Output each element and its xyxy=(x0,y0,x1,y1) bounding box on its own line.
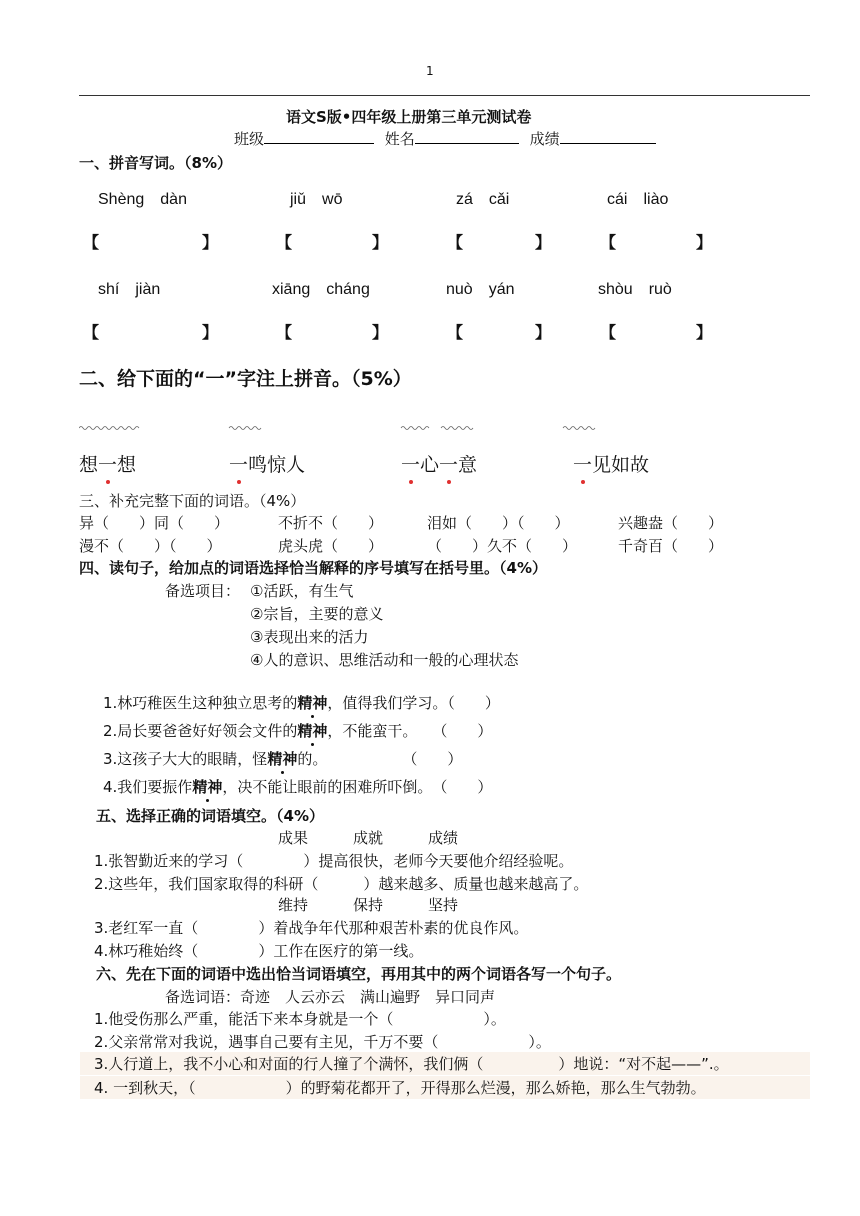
dotted-yi: 一 xyxy=(98,454,118,476)
option-4: ④人的意识、思维活动和一般的心理状态 xyxy=(250,651,519,669)
sec5-sentence-3: 3.老红军一直（ ）着战争年代那种艰苦朴素的优良作风。 xyxy=(94,919,529,937)
answer-bracket-open: 【 xyxy=(83,233,100,252)
yi-word-3: 一心一意 xyxy=(401,454,478,476)
sec6-sentence-3: 3.人行道上，我不小心和对面的行人撞了个满怀，我们俩（ ）地说：“对不起——”.。 xyxy=(80,1052,810,1075)
answer-bracket-open: 【 xyxy=(600,323,617,342)
pinyin-2: jiǔ wō xyxy=(290,191,343,208)
dotted-yi: 一 xyxy=(229,454,249,476)
dotted-yi: 一 xyxy=(401,454,421,476)
answer-bracket-close: 】 xyxy=(696,323,713,342)
option-2: ②宗旨，主要的意义 xyxy=(250,605,384,623)
header-rule xyxy=(79,95,810,96)
idiom-4: 兴趣盎（ ） xyxy=(618,514,724,532)
wavy-answer-lines xyxy=(79,424,639,432)
score-blank[interactable] xyxy=(560,129,656,144)
answer-bracket-close: 】 xyxy=(535,233,552,252)
answer-bracket-close: 】 xyxy=(202,233,219,252)
sec5-sentence-4: 4.林巧稚始终（ ）工作在医疗的第一线。 xyxy=(94,942,424,960)
section-2-heading: 二、给下面的“一”字注上拼音。（5%） xyxy=(79,368,412,390)
answer-bracket-close: 】 xyxy=(372,233,389,252)
page-number: 1 xyxy=(426,64,434,78)
class-label: 班级 xyxy=(234,130,265,148)
pinyin-1: Shèng dàn xyxy=(98,191,187,208)
idiom-5: 漫不（ ）（ ） xyxy=(79,537,222,555)
section-6-heading: 六、先在下面的词语中选出恰当词语填空，再用其中的两个词语各写一个句子。 xyxy=(96,965,622,983)
pinyin-4: cái liào xyxy=(607,191,669,208)
dotted-yi: 一 xyxy=(573,454,593,476)
word-group-2: 维持 保持 坚持 xyxy=(278,896,459,914)
answer-bracket-open: 【 xyxy=(600,233,617,252)
answer-bracket-open: 【 xyxy=(276,323,293,342)
sentence-1: 1.林巧稚医生这种独立思考的精神，值得我们学习。（ ） xyxy=(103,694,500,712)
answer-bracket-close: 】 xyxy=(372,323,389,342)
keyword: 精神 xyxy=(192,778,223,796)
sentence-2: 2.局长要爸爸好好领会文件的精神，不能蛮干。 （ ） xyxy=(103,722,493,740)
idiom-1: 异（ ）同（ ） xyxy=(79,514,230,532)
keyword: 精神 xyxy=(297,722,328,740)
yi-word-4: 一见如故 xyxy=(573,454,650,476)
idiom-6: 虎头虎（ ） xyxy=(278,537,384,555)
sentence-3: 3.这孩子大大的眼睛，怪精神的。 （ ） xyxy=(103,750,463,768)
header-fields xyxy=(234,128,656,149)
pinyin-7: nuò yán xyxy=(446,281,515,298)
keyword: 精神 xyxy=(267,750,298,768)
idiom-3: 泪如（ ）（ ） xyxy=(427,514,570,532)
section-5-heading: 五、选择正确的词语填空。（4%） xyxy=(96,807,324,825)
section-4-heading: 四、读句子，给加点的词语选择恰当解释的序号填写在括号里。（4%） xyxy=(79,559,547,577)
page-title: 语文S版•四年级上册第三单元测试卷 xyxy=(286,108,532,126)
sentence-4: 4.我们要振作精神，决不能让眼前的困难所吓倒。 （ ） xyxy=(103,778,493,796)
answer-bracket-open: 【 xyxy=(447,323,464,342)
class-blank[interactable] xyxy=(264,129,374,144)
sec5-sentence-2: 2.这些年，我们国家取得的科研（ ）越来越多、质量也越来越高了。 xyxy=(94,875,589,893)
pinyin-8: shòu ruò xyxy=(598,281,672,298)
yi-word-2: 一鸣惊人 xyxy=(229,454,306,476)
sec6-sentence-4: 4. 一到秋天，（ ）的野菊花都开了，开得那么烂漫，那么娇艳，那么生气勃勃。 xyxy=(80,1076,810,1099)
answer-bracket-open: 【 xyxy=(447,233,464,252)
idiom-8: 千奇百（ ） xyxy=(618,537,724,555)
answer-bracket-close: 】 xyxy=(202,323,219,342)
name-blank[interactable] xyxy=(415,129,519,144)
idiom-7: （ ）久不（ ） xyxy=(427,537,578,555)
sec6-sentence-1: 1.他受伤那么严重，能活下来本身就是一个（ ）。 xyxy=(94,1010,506,1028)
answer-bracket-open: 【 xyxy=(276,233,293,252)
yi-word-1: 想一想 xyxy=(79,454,137,476)
pinyin-5: shí jiàn xyxy=(98,281,161,298)
section-3-heading: 三、补充完整下面的词语。（4%） xyxy=(79,492,306,510)
keyword: 精神 xyxy=(297,694,328,712)
answer-bracket-close: 】 xyxy=(535,323,552,342)
option-1: ①活跃，有生气 xyxy=(250,582,354,600)
dotted-yi: 一 xyxy=(439,454,459,476)
options-label: 备选项目： xyxy=(165,582,241,600)
score-label: 成绩 xyxy=(529,130,560,148)
idiom-2: 不折不（ ） xyxy=(278,514,384,532)
candidate-words: 备选词语：奇迹 人云亦云 满山遍野 异口同声 xyxy=(165,988,496,1006)
pinyin-6: xiāng cháng xyxy=(272,281,370,298)
word-group-1: 成果 成就 成绩 xyxy=(278,829,459,847)
name-label: 姓名 xyxy=(384,130,415,148)
option-3: ③表现出来的活力 xyxy=(250,628,369,646)
answer-bracket-close: 】 xyxy=(696,233,713,252)
section-1-heading: 一、拼音写词。（8%） xyxy=(79,154,232,172)
sec6-sentence-2: 2.父亲常常对我说，遇事自己要有主见，千万不要（ ）。 xyxy=(94,1033,551,1051)
pinyin-3: zá cǎi xyxy=(456,191,510,208)
sec5-sentence-1: 1.张智勤近来的学习（ ）提高很快，老师今天要他介绍经验呢。 xyxy=(94,852,574,870)
answer-bracket-open: 【 xyxy=(83,323,100,342)
